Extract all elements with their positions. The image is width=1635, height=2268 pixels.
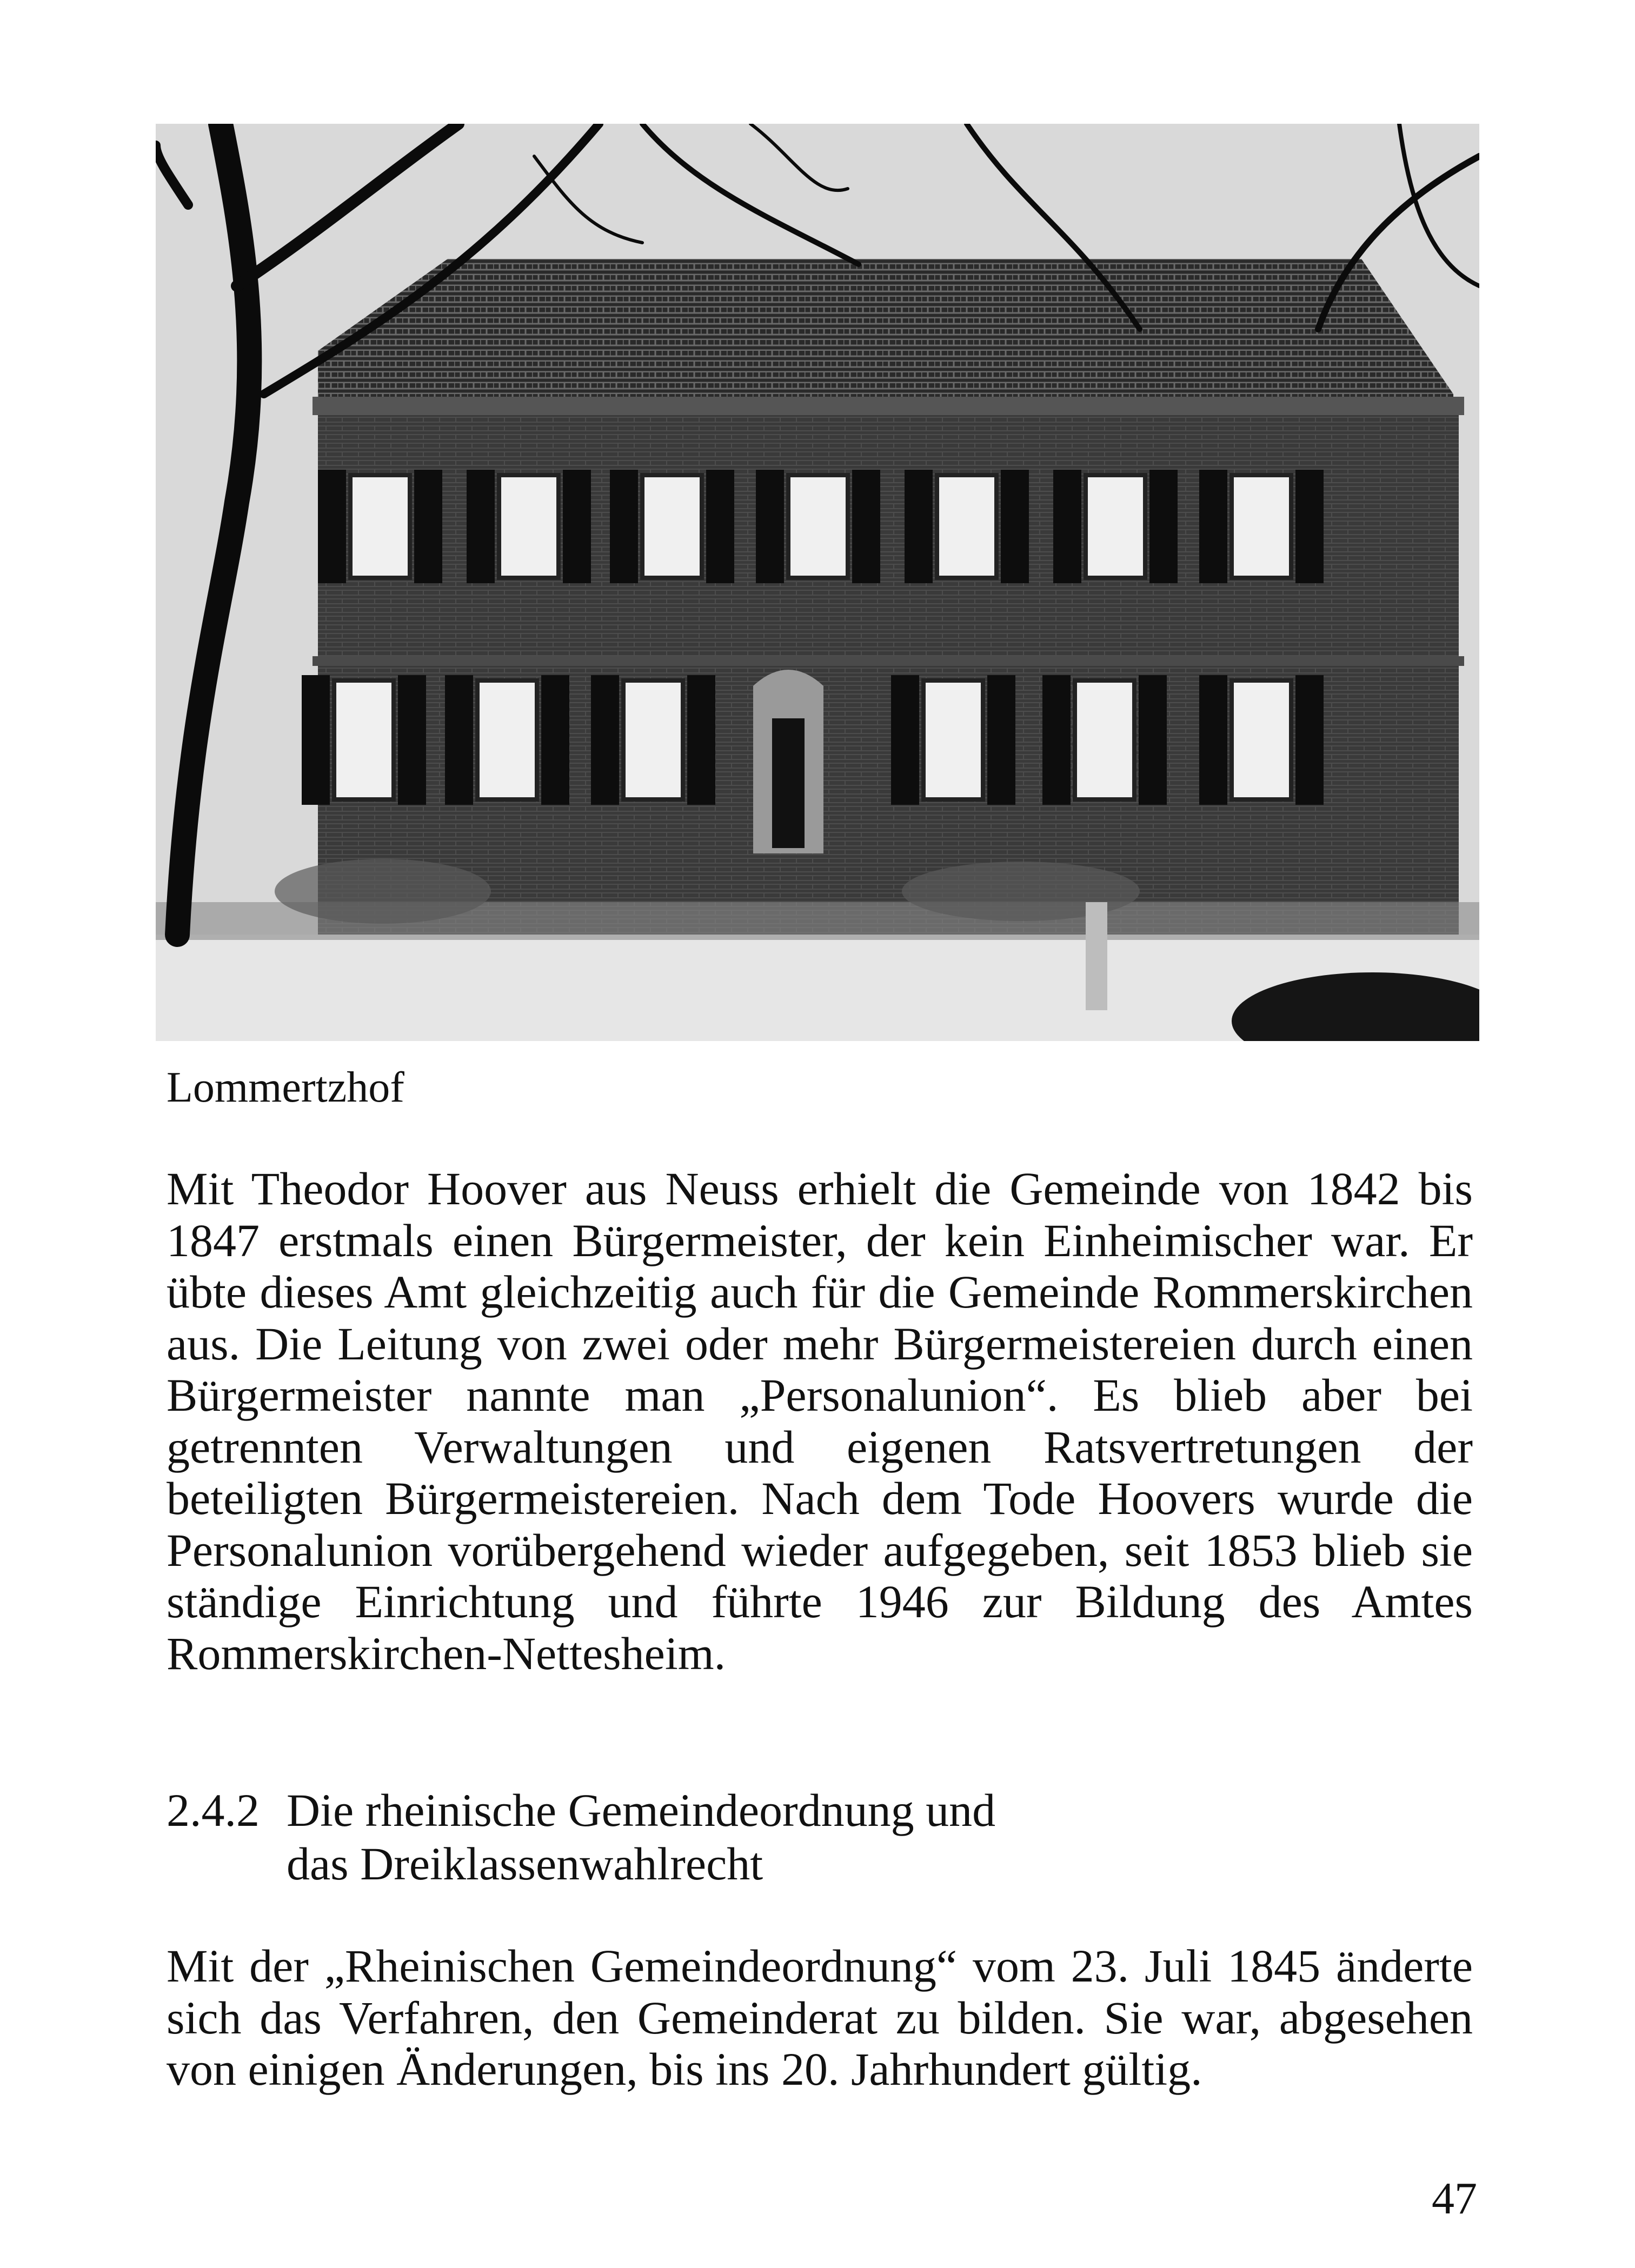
photo-caption: Lommertzhof <box>167 1064 404 1111</box>
section-title <box>287 1784 995 1891</box>
section-heading <box>167 1784 995 1891</box>
house-illustration <box>156 124 1479 1041</box>
body-paragraph-2: Mit der „Rheinischen Gemeindeordnung“ vom 23. Juli 1845 änderte sich das Verfahren, den Gemeinderat zu bilden. Sie war, abgesehen von einigen Änderungen, bis ins 20. Jahrhundert gültig. <box>167 1940 1473 2095</box>
section-title-line-2: das Dreiklassenwahlrecht <box>287 1838 763 1890</box>
section-title-line-1: Die rheinische Gemeindeordnung und <box>287 1784 996 1836</box>
body-paragraph-1: Mit Theodor Hoover aus Neuss erhielt die Gemeinde von 1842 bis 1847 erstmals einen Bürgermeister, der kein Einheimischer war. Er übte dieses Amt gleichzeitig auch für die Gemeinde Rommerskirchen aus. Die Leitung von zwei oder mehr Bürgermeistereien durch einen Bürgermeister nannte man „Personalunion“. Es blieb aber bei getrennten Verwaltungen und eigenen Ratsvertretungen der beteiligten Bürgermeistereien. Nach dem Tode Hoovers wurde die Personalunion vorübergehend wieder aufgegeben, seit 1853 blieb sie ständige Einrichtung und führte 1946 zur Bildung des Amtes Rommerskirchen-Nettesheim. <box>167 1163 1473 1679</box>
lommertzhof-photo <box>156 124 1479 1041</box>
section-number: 2.4.2 <box>167 1784 260 1836</box>
page-number: 47 <box>1432 2173 1477 2224</box>
